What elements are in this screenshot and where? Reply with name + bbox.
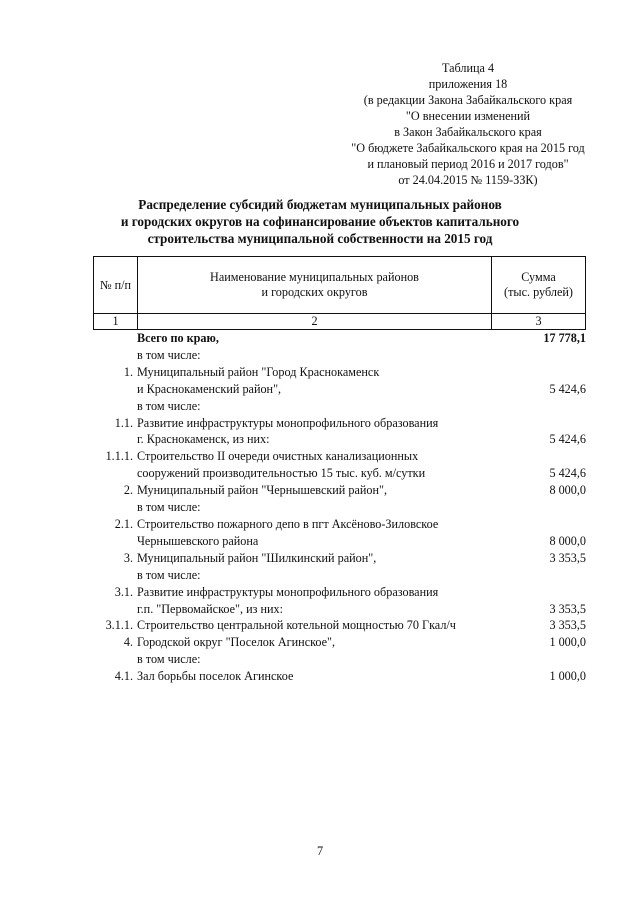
header-name <box>138 257 492 314</box>
page-number: 7 <box>316 844 324 858</box>
table-row <box>93 465 586 482</box>
rows-container <box>93 364 586 685</box>
table-row <box>93 550 586 567</box>
table-row <box>93 634 586 651</box>
document-title <box>90 196 550 247</box>
table-note-row <box>93 499 586 516</box>
total-note: в том числе: <box>137 347 201 362</box>
total-row <box>93 330 586 347</box>
table-header <box>93 256 586 330</box>
row-name: Муниципальный район "Чернышевский район", <box>137 483 388 498</box>
row-name: г. Краснокаменск, из них: <box>137 432 270 447</box>
header-sum-line: Сумма <box>521 270 556 284</box>
row-value: 5 424,6 <box>549 432 586 447</box>
row-number: 1.1. <box>114 415 133 430</box>
table-row <box>93 381 586 398</box>
column-number-row <box>94 314 586 330</box>
row-value: 3 353,5 <box>549 618 586 633</box>
header-name-line: и городских округов <box>261 285 368 299</box>
row-name: Развитие инфраструктуры монопрофильного образования <box>137 584 439 599</box>
column-number: 2 <box>138 314 492 330</box>
title-line: Распределение субсидий бюджетам муниципальных районов <box>138 197 502 212</box>
row-note: в том числе: <box>137 567 201 582</box>
row-number: 3. <box>123 550 133 565</box>
row-name: Зал борьбы поселок Агинское <box>137 669 294 684</box>
reference-line: Таблица 4 <box>441 61 495 75</box>
row-name: Городской округ "Поселок Агинское", <box>137 635 336 650</box>
table-note-row <box>93 398 586 415</box>
header-sum-line: (тыс. рублей) <box>504 285 573 299</box>
table-row <box>93 448 586 465</box>
header-row <box>94 257 586 314</box>
table-note-row <box>93 651 586 668</box>
table-row <box>93 617 586 634</box>
row-value: 5 424,6 <box>549 466 586 481</box>
reference-block <box>318 60 618 188</box>
row-name: Развитие инфраструктуры монопрофильного образования <box>137 415 439 430</box>
table-row <box>93 415 586 432</box>
total-label: Всего по краю, <box>137 331 219 345</box>
row-number: 3.1.1. <box>105 618 133 633</box>
table-note-row <box>93 567 586 584</box>
table-row <box>93 482 586 499</box>
row-note: в том числе: <box>137 398 201 413</box>
row-value: 3 353,5 <box>549 601 586 616</box>
row-value: 1 000,0 <box>549 635 586 650</box>
row-name: Муниципальный район "Город Краснокаменск <box>137 364 380 379</box>
subsidy-table <box>93 256 586 685</box>
row-number: 4. <box>123 635 133 650</box>
row-number: 3.1. <box>114 584 133 599</box>
row-value: 3 353,5 <box>549 550 586 565</box>
table-row <box>93 601 586 618</box>
row-number: 4.1. <box>114 669 133 684</box>
row-value: 5 424,6 <box>549 381 586 396</box>
row-value: 8 000,0 <box>549 533 586 548</box>
column-number: 1 <box>94 314 138 330</box>
table-row <box>93 584 586 601</box>
row-number: 1. <box>123 364 133 379</box>
header-num: № п/п <box>94 257 138 314</box>
title-line: строительства муниципальной собственности на 2015 год <box>147 231 493 246</box>
reference-line: "О бюджете Забайкальского края на 2015 год <box>351 141 585 155</box>
reference-line: "О внесении изменений <box>405 109 531 123</box>
row-name: и Краснокаменский район", <box>137 381 282 396</box>
table-row <box>93 431 586 448</box>
title-line: и городских округов на софинансирование объектов капитального <box>120 214 520 229</box>
reference-line: и плановый период 2016 и 2017 годов" <box>367 157 569 171</box>
column-number: 3 <box>492 314 586 330</box>
table-row <box>93 533 586 550</box>
reference-line: в Закон Забайкальского края <box>394 125 542 139</box>
row-name: Строительство пожарного депо в пгт Аксёново-Зиловское <box>137 516 439 531</box>
table-row <box>93 364 586 381</box>
row-name: Чернышевского района <box>137 533 259 548</box>
row-number: 1.1.1. <box>105 449 133 464</box>
total-value: 17 778,1 <box>543 331 586 345</box>
row-name: сооружений производительностью 15 тыс. куб. м/сутки <box>137 466 426 481</box>
reference-line: от 24.04.2015 № 1159-ЗЗК) <box>398 173 538 187</box>
reference-line: (в редакции Закона Забайкальского края <box>363 93 573 107</box>
row-number: 2.1. <box>114 516 133 531</box>
header-name-line: Наименование муниципальных районов <box>210 270 419 284</box>
total-note-row <box>93 347 586 364</box>
row-name: Муниципальный район "Шилкинский район", <box>137 550 377 565</box>
table-row <box>93 668 586 685</box>
row-name: Строительство центральной котельной мощностью 70 Гкал/ч <box>137 618 456 633</box>
reference-line: приложения 18 <box>428 77 508 91</box>
row-note: в том числе: <box>137 652 201 667</box>
row-note: в том числе: <box>137 500 201 515</box>
row-name: Строительство II очереди очистных канализационных <box>137 449 419 464</box>
header-sum <box>492 257 586 314</box>
table-body <box>93 330 586 685</box>
row-number: 2. <box>123 483 133 498</box>
row-value: 1 000,0 <box>549 669 586 684</box>
row-value: 8 000,0 <box>549 483 586 498</box>
row-name: г.п. "Первомайское", из них: <box>137 601 283 616</box>
table-row <box>93 516 586 533</box>
